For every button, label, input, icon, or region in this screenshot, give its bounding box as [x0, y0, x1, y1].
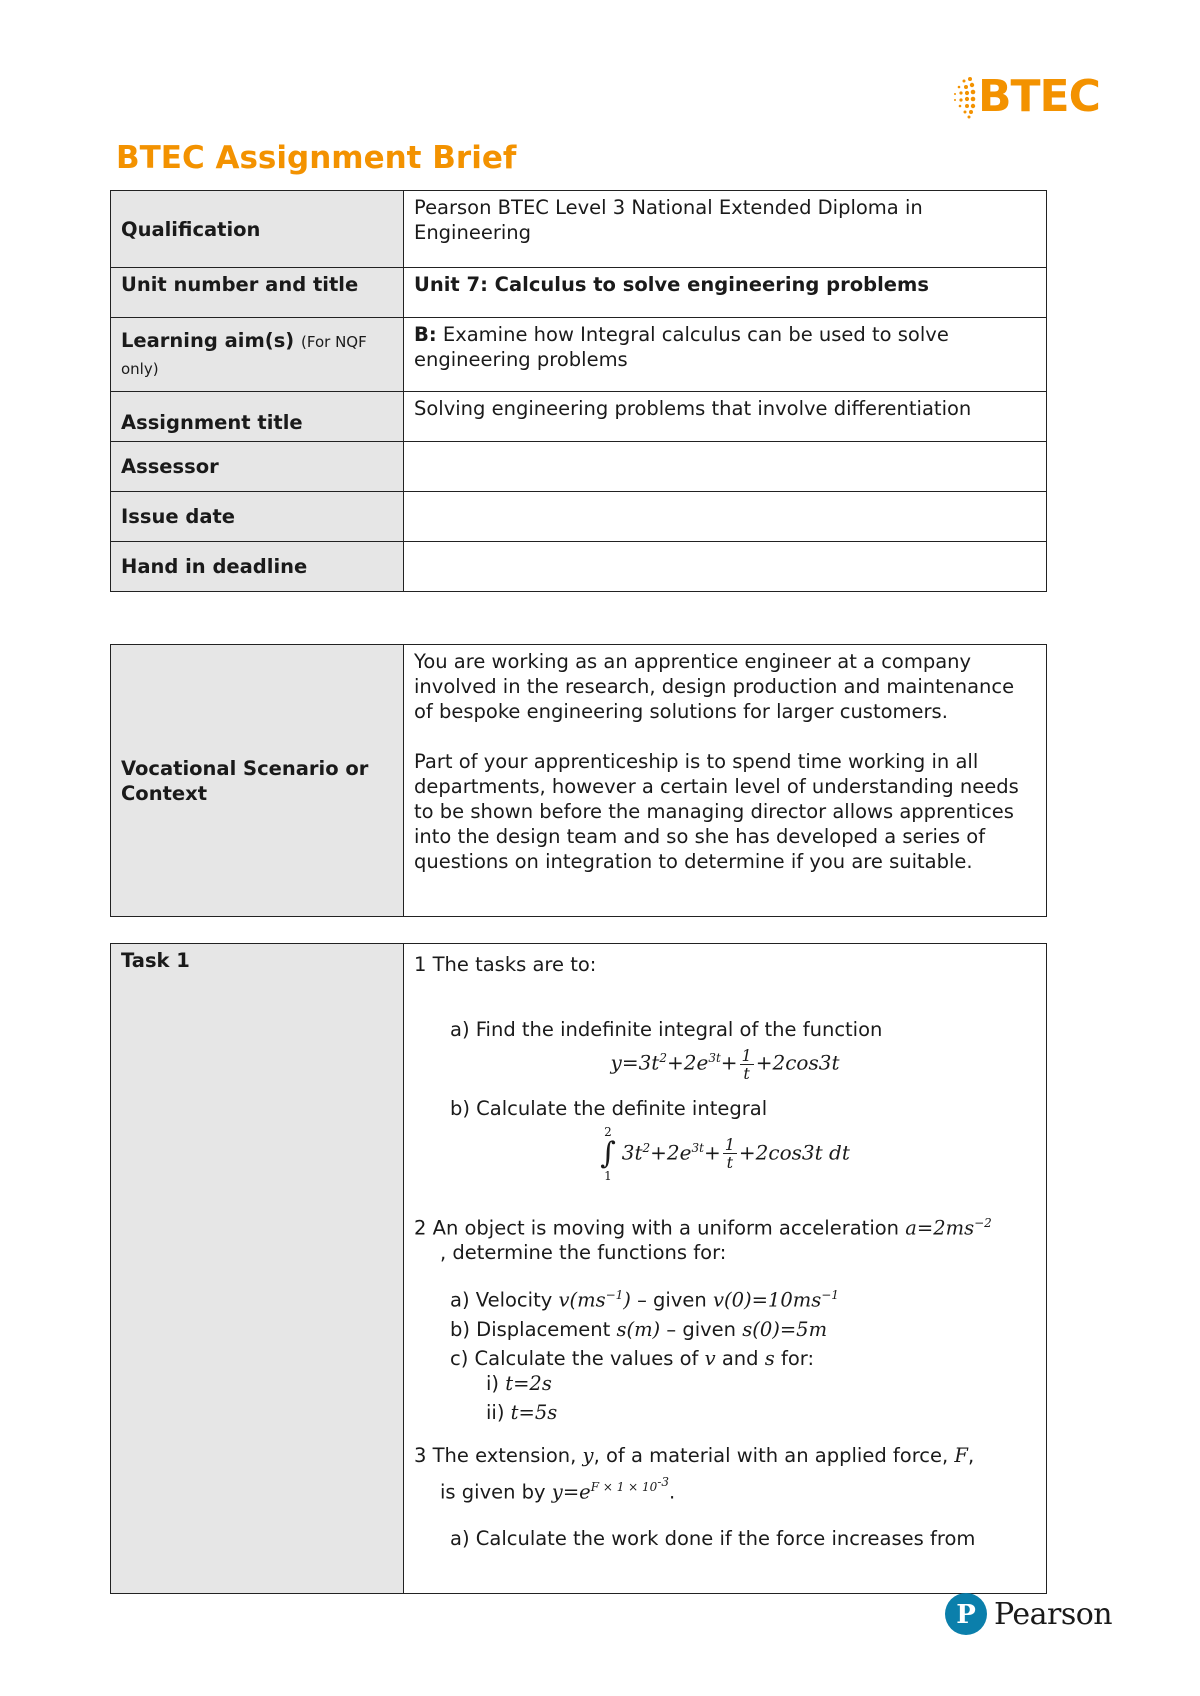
scenario-paragraph: Part of your apprenticeship is to spend time working in all departments, however a certain level of understanding needs to be shown before the managing director allows apprentices into the design team and so she has developed a series of questions on integration to determine if you are suitable.: [414, 750, 1019, 873]
fraction-numerator: 1: [724, 1135, 735, 1155]
learning-aim-text: Examine how Integral calculus can be used to solve engineering problems: [414, 323, 949, 371]
q2c-item: [414, 1346, 1036, 1371]
q2c-i: [414, 1371, 1036, 1396]
q3-intro: [414, 1443, 1036, 1468]
eq-term: +2cos3t: [738, 1140, 823, 1165]
eq-term: dt: [829, 1140, 850, 1165]
q1-intro: 1 The tasks are to:: [414, 953, 597, 976]
q2c-text: c) Calculate the values of: [450, 1346, 699, 1370]
page-title: BTEC Assignment Brief: [116, 140, 517, 176]
learning-aim-note: (For NQF only): [121, 332, 367, 378]
q1b-equation: [414, 1125, 1036, 1183]
q3-mid: , of a material with an applied force,: [593, 1443, 949, 1467]
pearson-p-icon: [944, 1592, 988, 1636]
q1a-text: a) Find the indefinite integral of the function: [450, 1018, 883, 1041]
pearson-glyph: P: [956, 1600, 976, 1630]
q3-equation: y=e: [551, 1480, 591, 1504]
integral-symbol: ∫: [600, 1135, 616, 1171]
fraction-denominator: t: [726, 1153, 734, 1173]
table-row: [111, 492, 1047, 542]
table-row: [111, 268, 1047, 318]
eq-fraction: [740, 1047, 754, 1082]
assignment-info-table: [110, 190, 1047, 592]
eq-term: 3t: [621, 1140, 643, 1165]
pearson-logo-text: Pearson: [994, 1596, 1113, 1632]
scenario-content: [404, 645, 1047, 917]
q2b-given: – given: [666, 1317, 737, 1341]
q2c-and: and: [721, 1346, 759, 1370]
deadline-value: [404, 542, 1047, 592]
qualification-label: Qualification: [111, 191, 404, 268]
integral-sign: [600, 1125, 616, 1183]
learning-aim-value: [404, 318, 1047, 392]
q3-exp-base: F × 1 × 10: [590, 1479, 658, 1494]
table-row: [111, 191, 1047, 268]
q3-F: F: [954, 1443, 968, 1467]
fraction-denominator: t: [743, 1063, 750, 1083]
eq-exponent: 2: [642, 1140, 651, 1155]
q2a-text: a) Velocity: [450, 1288, 553, 1312]
q2c-v: v: [704, 1346, 716, 1370]
table-row: [111, 542, 1047, 592]
q2a-item: [414, 1283, 1036, 1313]
q2a-given-value: v(0)=10ms: [712, 1288, 822, 1312]
learning-aim-prefix: B:: [414, 323, 437, 346]
learning-aim-label: [111, 318, 404, 392]
q3-given-line: [414, 1470, 1036, 1505]
eq-term: +2e: [666, 1050, 709, 1075]
q2c-i-label: i): [486, 1371, 500, 1395]
q2-intro-text: 2 An object is moving with a uniform acceleration: [414, 1216, 900, 1240]
q3-period: .: [669, 1480, 676, 1504]
q2-acceleration-exponent: −2: [974, 1215, 992, 1230]
q1b-text: b) Calculate the definite integral: [450, 1096, 768, 1120]
table-row: [111, 645, 1047, 917]
table-row: [111, 944, 1047, 1594]
q2c-ii-label: ii): [486, 1400, 505, 1424]
qualification-value: Pearson BTEC Level 3 National Extended Diploma in Engineering: [404, 191, 1047, 268]
eq-exponent: 3t: [708, 1051, 721, 1065]
table-row: [111, 442, 1047, 492]
assignment-title-value: Solving engineering problems that involve differentiation: [404, 392, 1047, 442]
q3-exp-power: -3: [657, 1474, 670, 1489]
eq-term: +: [703, 1140, 721, 1165]
eq-fraction: [723, 1136, 737, 1171]
q2b-unit: s(m): [616, 1317, 661, 1341]
q2a-given-exponent: −1: [821, 1288, 839, 1303]
eq-term: +2cos3t: [755, 1050, 840, 1075]
eq-term: +2e: [650, 1140, 692, 1165]
btec-logo: [948, 72, 1100, 122]
pearson-logo: [944, 1590, 1112, 1638]
q1a-equation: [414, 1046, 1036, 1082]
btec-logo-text: BTEC: [978, 71, 1100, 122]
q3-given: is given by: [440, 1480, 546, 1504]
eq-term: y=3t: [610, 1050, 660, 1075]
task-table: [110, 943, 1047, 1594]
learning-aim-label-text: Learning aim(s): [121, 328, 295, 352]
unit-label: Unit number and title: [111, 268, 404, 318]
issue-date-label: Issue date: [111, 492, 404, 542]
scenario-paragraph: You are working as an apprentice engineer at a company involved in the research, design production and maintenance of bespoke engineering solutions for larger customers.: [414, 650, 1015, 723]
issue-date-value: [404, 492, 1047, 542]
q2b-text: b) Displacement: [450, 1317, 611, 1341]
btec-dots-icon: [948, 75, 976, 119]
q2a-unit-exponent: −1: [605, 1288, 624, 1303]
q2b-given-value: s(0)=5m: [742, 1317, 828, 1341]
task-label: Task 1: [111, 944, 404, 1594]
assessor-label: Assessor: [111, 442, 404, 492]
scenario-table: [110, 644, 1047, 917]
table-row: [111, 318, 1047, 392]
fraction-numerator: 1: [741, 1045, 752, 1065]
q2-intro: [414, 1211, 1036, 1241]
unit-value: Unit 7: Calculus to solve engineering problems: [404, 268, 1047, 318]
assessor-value: [404, 442, 1047, 492]
q3a-text: a) Calculate the work done if the force increases from: [450, 1527, 976, 1551]
table-row: [111, 392, 1047, 442]
deadline-label: Hand in deadline: [111, 542, 404, 592]
scenario-label: Vocational Scenario or Context: [111, 645, 404, 917]
q2a-unit: v(ms: [558, 1288, 606, 1312]
q2-cont: , determine the functions for:: [440, 1241, 727, 1265]
q2c-ii-value: t=5s: [510, 1400, 558, 1424]
q2a-given: – given: [637, 1288, 707, 1312]
q2c-s: s: [764, 1346, 775, 1370]
q3-y: y: [582, 1443, 594, 1467]
task-content: [404, 944, 1047, 1594]
q3-end: ,: [967, 1443, 975, 1467]
q2c-i-value: t=2s: [505, 1371, 552, 1395]
eq-term: +: [720, 1050, 738, 1075]
q3-intro-text: 3 The extension,: [414, 1443, 577, 1467]
integral-lower-limit: 1: [604, 1168, 612, 1183]
q2c-ii: [414, 1400, 1036, 1425]
eq-exponent: 3t: [691, 1140, 704, 1155]
q3-equation-exponent: [590, 1474, 670, 1494]
eq-exponent: 2: [659, 1051, 667, 1065]
q2c-for: for:: [780, 1346, 815, 1370]
assignment-title-label: Assignment title: [111, 392, 404, 442]
q2a-unit-close: ): [623, 1288, 631, 1312]
integral-upper-limit: 2: [604, 1124, 612, 1139]
q2b-item: [414, 1317, 1036, 1342]
q2-acceleration: a=2ms: [905, 1216, 975, 1240]
